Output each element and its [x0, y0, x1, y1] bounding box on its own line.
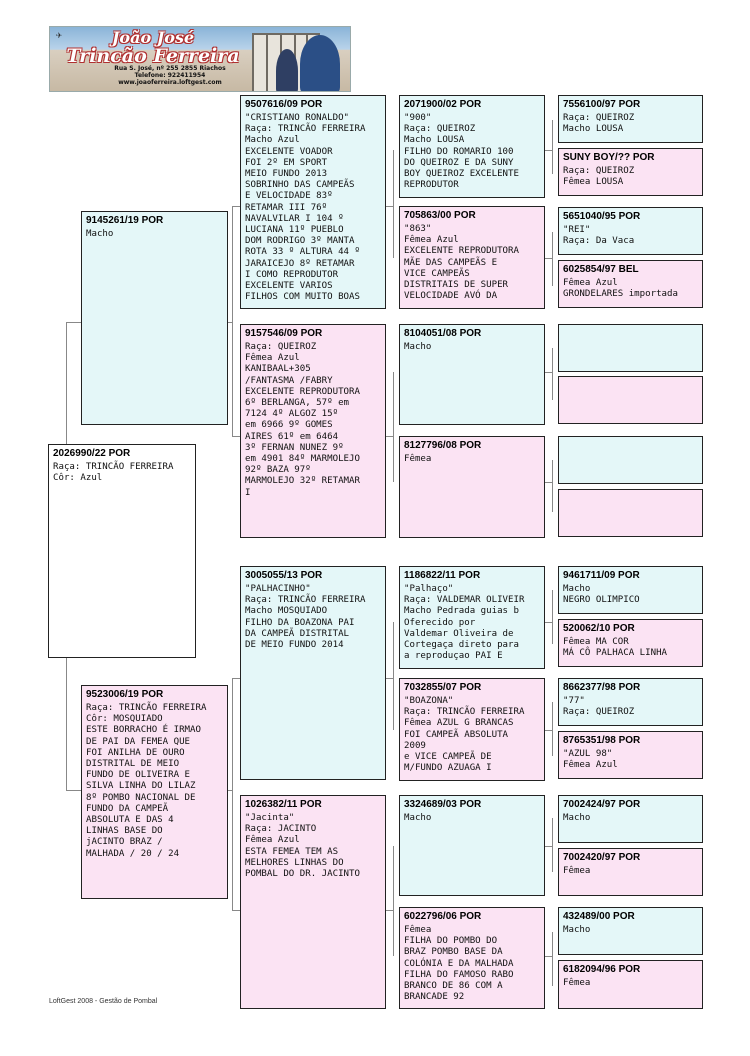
- pedigree-card-sdss-empty: [558, 324, 703, 372]
- pedigree-card-dss: [399, 566, 545, 669]
- pedigree-card-dssd: [558, 619, 703, 667]
- pigeon-details: Fêmea: [563, 978, 591, 988]
- pedigree-card-dam: [81, 685, 228, 899]
- pedigree-card-dds: [399, 795, 545, 896]
- pigeon-details: "CRISTIANO RONALDO" Raça: TRINCÃO FERREIRA Macho Azul EXCELENTE VOADOR FOI 2º EM SPORT MEIO FUNDO 2013 SOBRINHO DAS CAMPEÃS E VELOCIDADE 83º RETAMAR III 76º NAVALVILAR I 104 º LUCIANA 11º PUEBLO DOM RODRIGO 3º MANTA ROTA 33 º ALTURA 44 º JARAICEJO 8º RETAMAR I COMO REPRODUTOR EXCELENTE VARIOS FILHOS COM MUITO BOAS: [245, 113, 366, 303]
- pedigree-card-dsdd: [558, 731, 703, 779]
- pigeon-details: "77" Raça: QUEIROZ: [563, 696, 635, 718]
- pigeon-details: "900" Raça: QUEIROZ Macho LOUSA FILHO DO ROMARIO 100 DO QUEIROZ E DA SUNY BOY QUEIROZ EXCELENTE REPRODUTOR: [404, 113, 519, 191]
- pedigree-card-ssd: [399, 206, 545, 309]
- ring-number: 2071900/02 POR: [404, 99, 482, 110]
- pedigree-card-ddd: [399, 907, 545, 1009]
- breeder-contact: Rua S. José, nº 255 2855 Riachos Telefone: 922411954 www.joaoferreira.loftgest.com: [114, 65, 226, 86]
- ring-number: 7556100/97 POR: [563, 99, 641, 110]
- ring-number: 6025854/97 BEL: [563, 264, 639, 275]
- pigeon-details: Raça: TRINCÃO FERREIRA Côr: Azul: [53, 462, 174, 484]
- ring-number: 5651040/95 POR: [563, 211, 641, 222]
- pedigree-card-ssss: [558, 95, 703, 143]
- header-banner: [49, 26, 351, 92]
- pedigree-card-dam-dam: [240, 795, 386, 1009]
- ring-number: 2026990/22 POR: [53, 448, 131, 459]
- pedigree-card-sire-dam: [240, 324, 386, 538]
- pigeon-details: Macho NEGRO OLIMPICO: [563, 584, 640, 606]
- pigeon-details: "Palhaço" Raça: VALDEMAR OLIVEIR Macho Pedrada guias b Oferecido por Valdemar Oliveira de Cortegaça direto para a reproduçao PAI E: [404, 584, 525, 662]
- pigeon-silhouette-icon: ✈: [56, 30, 63, 41]
- ring-number: 8104051/08 POR: [404, 328, 482, 339]
- ring-number: 9523006/19 POR: [86, 689, 164, 700]
- ring-number: 9507616/09 POR: [245, 99, 323, 110]
- pedigree-card-ssdd: [558, 260, 703, 308]
- ring-number: 1186822/11 POR: [404, 570, 481, 581]
- pigeon-details: Raça: TRINCÃO FERREIRA Côr: MOSQUIADO ESTE BORRACHO É IRMAO DE PAI DA FEMEA QUE FOI ANILHA DE OURO DISTRITAL DE MEIO FUNDO DE OLIVEIRA E SILVA LINHA DO LILAZ 8º POMBO NACIONAL DE FUNDO DA CAMPEÃ ABSOLUTA E DAS 4 LINHAS BASE DO jACINTO BRAZ / MALHADA / 20 / 24: [86, 703, 207, 859]
- pigeon-details: Fêmea: [563, 866, 591, 876]
- pigeon-details: "863" Fêmea Azul EXCELENTE REPRODUTORA MÃE DAS CAMPEÃS E VICE CAMPEÃS DISTRITAIS DE SUPER VELOCIDADE AVÓ DA: [404, 224, 519, 302]
- pigeon-details: Macho: [563, 813, 591, 823]
- pedigree-card-dam-sire: [240, 566, 386, 780]
- ring-number: 520062/10 POR: [563, 623, 635, 634]
- pigeon-details: Fêmea: [404, 454, 432, 464]
- pedigree-card-sire-sire: [240, 95, 386, 309]
- pigeon-details: "BOAZONA" Raça: TRINCÃO FERREIRA Fêmea AZUL G BRANCAS FOI CAMPEÃ ABSOLUTA 2009 e VICE CAMPEÃ DE M/FUNDO AZUAGA I: [404, 696, 525, 774]
- ring-number: 8127796/08 POR: [404, 440, 482, 451]
- pigeon-details: Macho: [404, 342, 432, 352]
- person-child-graphic: [276, 49, 298, 92]
- pedigree-card-ddss: [558, 795, 703, 843]
- ring-number: 6182094/96 POR: [563, 964, 641, 975]
- pedigree-card-dsss: [558, 566, 703, 614]
- breeder-name: João José Trincão Ferreira: [66, 28, 240, 67]
- pigeon-details: "AZUL 98" Fêmea Azul: [563, 749, 618, 771]
- pigeon-details: Raça: QUEIROZ Macho LOUSA: [563, 113, 635, 135]
- pedigree-card-dsd: [399, 678, 545, 781]
- pigeon-details: Raça: QUEIROZ Fêmea Azul KANIBAAL+305 /FANTASMA /FABRY EXCELENTE REPRODUTORA 6º BERLANGA, 57º em 7124 4º ALGOZ 15º em 6966 9º GOMES AIRES 61º em 6464 3º FERNAN NUNEZ 9º em 4901 84º MARMOLEJO 92º BAZA 97º MARMOLEJO 32º RETAMAR I: [245, 342, 360, 498]
- pedigree-card-dsds: [558, 678, 703, 726]
- footer-credit: LoftGest 2008 - Gestão de Pombal: [49, 998, 158, 1005]
- pedigree-card-sddd-empty: [558, 489, 703, 537]
- pigeon-details: Fêmea Azul GRONDELARES importada: [563, 278, 678, 300]
- pigeon-details: "PALHACINHO" Raça: TRINCÃO FERREIRA Macho MOSQUIADO FILHO DA BOAZONA PAI DA CAMPEÃ DISTRITAL DE MEIO FUNDO 2014: [245, 584, 366, 651]
- pedigree-card-sdds-empty: [558, 436, 703, 484]
- pigeon-details: Raça: QUEIROZ Fêmea LOUSA: [563, 166, 635, 188]
- ring-number: 9461711/09 POR: [563, 570, 640, 581]
- ring-number: 9157546/09 POR: [245, 328, 323, 339]
- ring-number: 705863/00 POR: [404, 210, 476, 221]
- person-adult-graphic: [300, 35, 340, 92]
- pedigree-card-sdd: [399, 436, 545, 538]
- ring-number: 7002420/97 POR: [563, 852, 641, 863]
- pedigree-card-dddd: [558, 960, 703, 1009]
- pigeon-details: Macho: [404, 813, 432, 823]
- pedigree-card-sss: [399, 95, 545, 198]
- pedigree-card-subject: [48, 444, 196, 658]
- ring-number: 3324689/03 POR: [404, 799, 482, 810]
- pigeon-details: Fêmea FILHA DO POMBO DO BRAZ POMBO BASE DA COLÓNIA E DA MALHADA FILHA DO FAMOSO RABO BRANCO DE 86 COM A BRANCADE 92: [404, 925, 514, 1003]
- ring-number: 9145261/19 POR: [86, 215, 164, 226]
- pedigree-card-sssd: [558, 148, 703, 196]
- pedigree-card-ddsd: [558, 848, 703, 896]
- pedigree-card-sds: [399, 324, 545, 425]
- ring-number: 8662377/98 POR: [563, 682, 641, 693]
- pigeon-details: Macho: [563, 925, 591, 935]
- ring-number: 7032855/07 POR: [404, 682, 482, 693]
- ring-number: 6022796/06 POR: [404, 911, 482, 922]
- pedigree-card-ddds: [558, 907, 703, 955]
- ring-number: 7002424/97 POR: [563, 799, 641, 810]
- ring-number: 8765351/98 POR: [563, 735, 641, 746]
- pedigree-card-sire: [81, 211, 228, 425]
- pigeon-details: Macho: [86, 229, 114, 239]
- pigeon-details: Fêmea MA COR MÁ CÔ PALHACA LINHA: [563, 637, 668, 659]
- pigeon-details: "REI" Raça: Da Vaca: [563, 225, 635, 247]
- pigeon-details: "Jacinta" Raça: JACINTO Fêmea Azul ESTA FEMEA TEM AS MELHORES LINHAS DO POMBAL DO DR. JACINTO: [245, 813, 360, 880]
- ring-number: SUNY BOY/?? POR: [563, 152, 655, 163]
- ring-number: 432489/00 POR: [563, 911, 635, 922]
- pedigree-card-ssds: [558, 207, 703, 255]
- ring-number: 1026382/11 POR: [245, 799, 322, 810]
- pedigree-card-sdsd-empty: [558, 376, 703, 424]
- ring-number: 3005055/13 POR: [245, 570, 323, 581]
